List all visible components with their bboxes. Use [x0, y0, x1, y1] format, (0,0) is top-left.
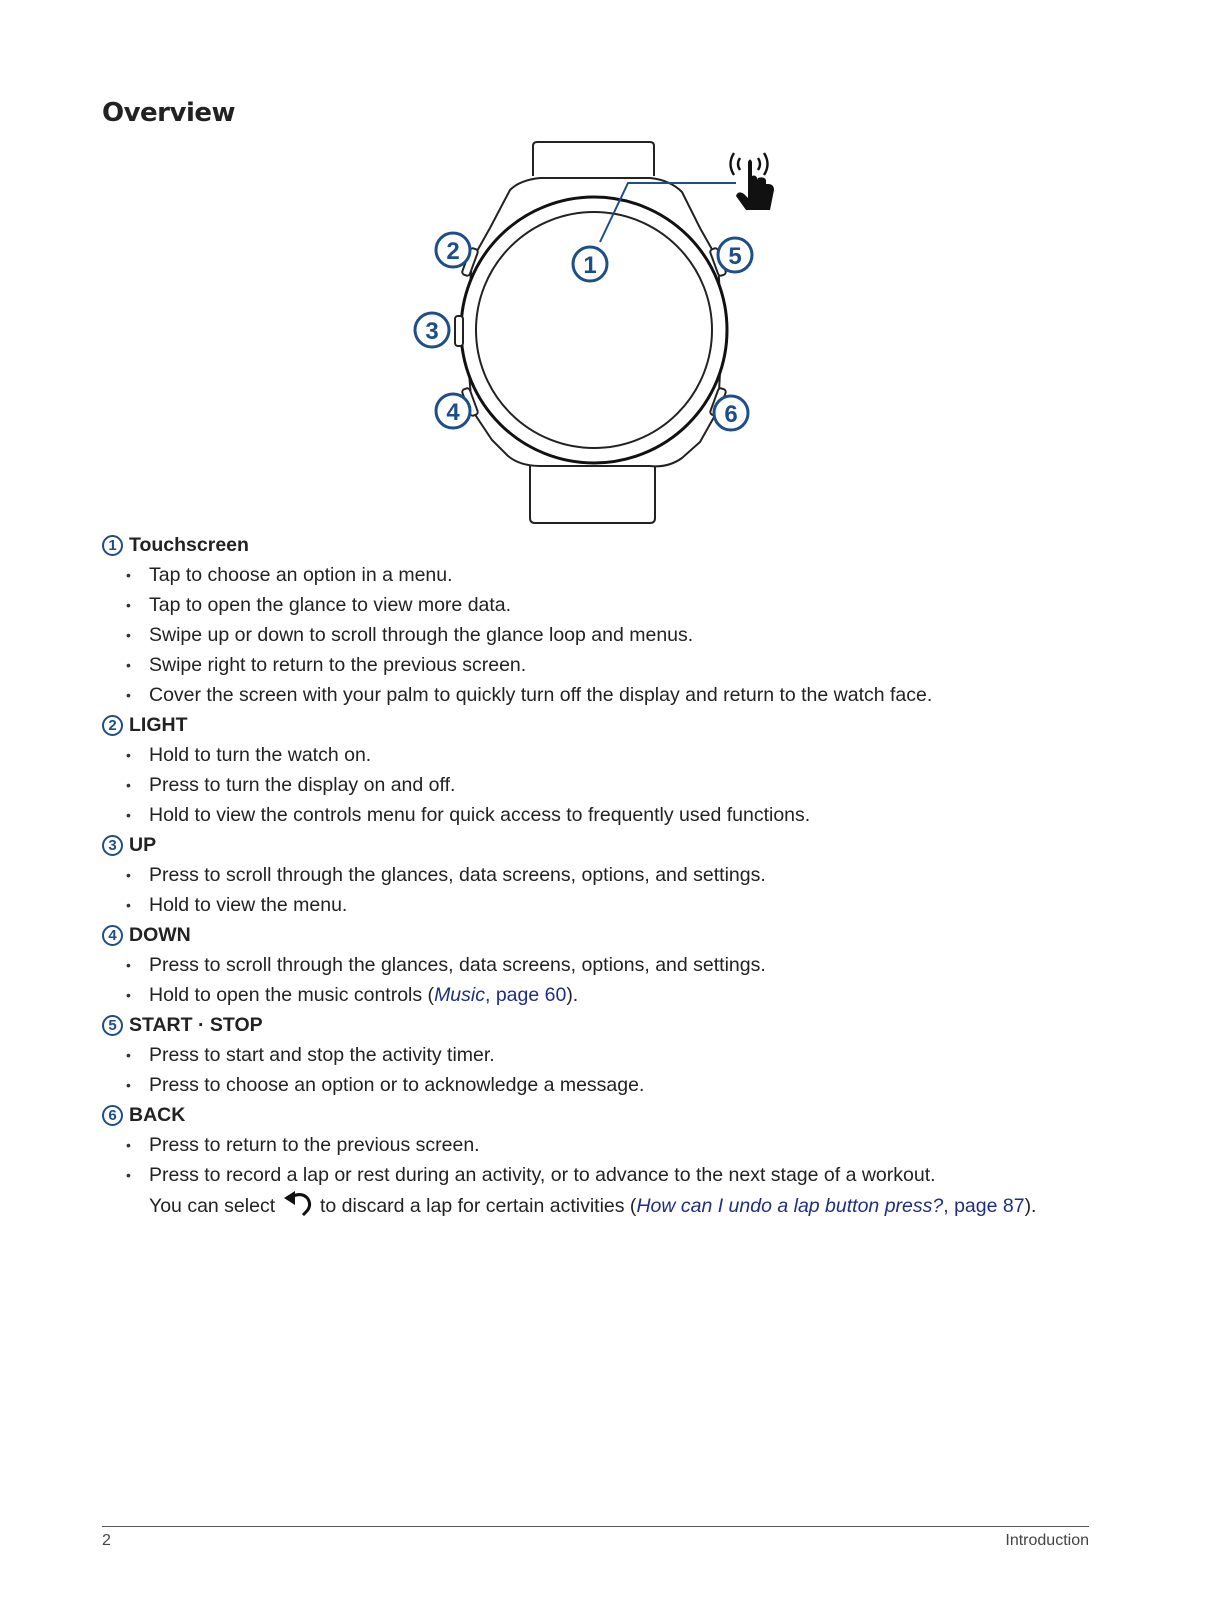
list-item: • Hold to view the controls menu for quick access to frequently used functions.	[102, 800, 1102, 830]
item-text: ).	[566, 984, 579, 1006]
item-text: to discard a lap for certain activities (	[314, 1195, 637, 1217]
watch-diagram	[400, 140, 800, 532]
section-title: Touchscreen	[129, 533, 249, 556]
callout-5	[718, 238, 752, 272]
list-item: • Hold to turn the watch on.	[102, 740, 1102, 770]
list-item	[102, 1160, 1102, 1221]
svg-text:3: 3	[425, 318, 439, 345]
item-text: Press to record a lap or rest during an activity, or to advance to the next stage of a workout.	[149, 1164, 936, 1186]
section-title: START · STOP	[129, 1013, 263, 1036]
footer-divider	[102, 1526, 1089, 1527]
undo-arrow-icon	[281, 1190, 315, 1216]
music-link[interactable]: Music	[434, 984, 485, 1006]
section-title: LIGHT	[129, 713, 188, 736]
watch-strap-top	[533, 142, 654, 176]
list-item: • Tap to open the glance to view more data.	[102, 590, 1102, 620]
item-text: Hold to open the music controls (	[149, 984, 435, 1006]
callout-badge: 2	[102, 715, 123, 736]
list-item: • Swipe right to return to the previous screen.	[102, 650, 1102, 680]
section-touchscreen	[102, 530, 1102, 710]
callout-1	[573, 247, 607, 281]
section-down	[102, 920, 1102, 1010]
callout-4	[436, 394, 470, 428]
callout-badge: 1	[102, 535, 123, 556]
callout-2	[436, 233, 470, 267]
callout-6	[714, 396, 748, 430]
page-title: Overview	[102, 98, 236, 128]
list-item: • Press to turn the display on and off.	[102, 770, 1102, 800]
svg-text:6: 6	[724, 401, 738, 428]
list-item: • Press to start and stop the activity timer.	[102, 1040, 1102, 1070]
list-item: • Press to scroll through the glances, data screens, options, and settings.	[102, 860, 1102, 890]
list-item: • Press to scroll through the glances, data screens, options, and settings.	[102, 950, 1102, 980]
section-start-stop	[102, 1010, 1102, 1100]
section-light	[102, 710, 1102, 830]
svg-text:1: 1	[583, 252, 597, 279]
list-item: • Press to return to the previous screen.	[102, 1130, 1102, 1160]
svg-text:4: 4	[446, 399, 460, 426]
list-item: • Cover the screen with your palm to quickly turn off the display and return to the watch face.	[102, 680, 1102, 710]
section-title: DOWN	[129, 923, 191, 946]
list-item: • Tap to choose an option in a menu.	[102, 560, 1102, 590]
list-item	[102, 980, 1102, 1010]
item-text: You can select	[149, 1195, 281, 1217]
section-title: UP	[129, 833, 157, 856]
undo-lap-link[interactable]: How can I undo a lap button press?	[636, 1195, 944, 1217]
svg-text:5: 5	[728, 243, 742, 270]
touch-hand-icon	[731, 153, 775, 210]
list-item: • Swipe up or down to scroll through the glance loop and menus.	[102, 620, 1102, 650]
music-page-link[interactable]: , page 60	[484, 984, 567, 1006]
svg-text:2: 2	[446, 238, 460, 265]
section-back	[102, 1100, 1102, 1221]
list-item: • Hold to view the menu.	[102, 890, 1102, 920]
button-up	[455, 316, 463, 346]
page-number: 2	[102, 1532, 111, 1549]
undo-lap-page-link[interactable]: , page 87	[943, 1195, 1025, 1217]
key-list	[102, 530, 1102, 1221]
item-text: ).	[1024, 1195, 1037, 1217]
section-title: BACK	[129, 1103, 186, 1126]
callout-3	[415, 313, 449, 347]
callout-badge: 4	[102, 925, 123, 946]
section-up	[102, 830, 1102, 920]
list-item: • Press to choose an option or to acknowledge a message.	[102, 1070, 1102, 1100]
callout-badge: 3	[102, 835, 123, 856]
callout-badge: 6	[102, 1105, 123, 1126]
footer-section-name: Introduction	[1005, 1532, 1089, 1549]
callout-badge: 5	[102, 1015, 123, 1036]
